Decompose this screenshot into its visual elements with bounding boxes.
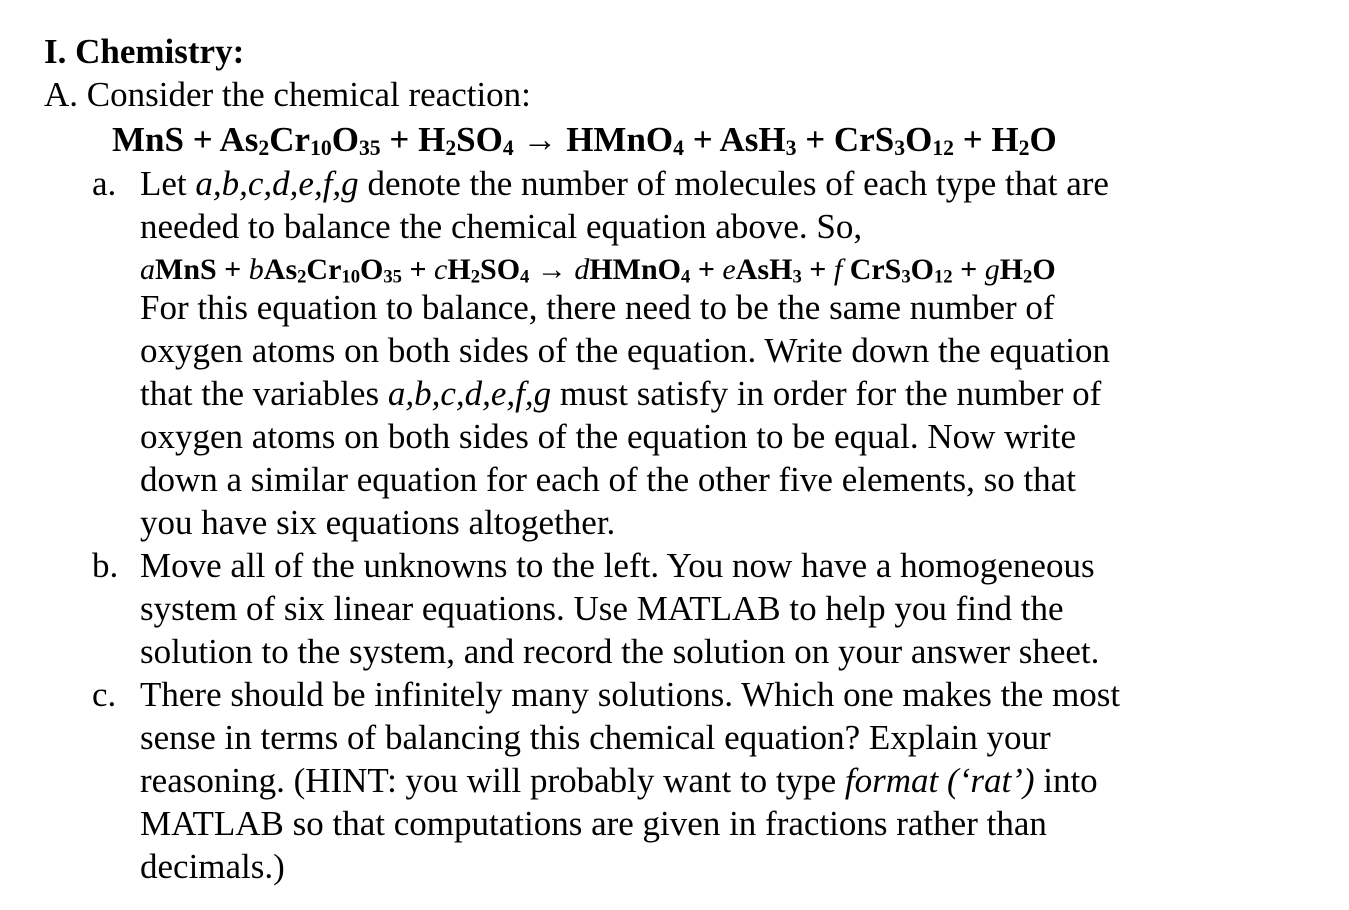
part-a-line-9: you have six equations altogether. — [140, 503, 616, 542]
section-heading: I. Chemistry: — [44, 32, 245, 71]
part-b-line-3: solution to the system, and record the solution on your answer sheet. — [140, 632, 1100, 671]
part-a-line-2: needed to balance the chemical equation above. So, — [140, 207, 863, 246]
part-c-line-5: decimals.) — [140, 847, 285, 886]
part-a-line-1: Let a,b,c,d,e,f,g denote the number of molecules of each type that are — [140, 164, 1109, 203]
part-a-line-5: oxygen atoms on both sides of the equation. Write down the equation — [140, 331, 1110, 370]
part-c-line-4: MATLAB so that computations are given in fractions rather than — [140, 804, 1047, 843]
part-a-line-6: that the variables a,b,c,d,e,f,g must satisfy in order for the number of — [140, 374, 1102, 413]
part-b-line-2: system of six linear equations. Use MATLAB to help you find the — [140, 589, 1064, 628]
part-c-line-2: sense in terms of balancing this chemical equation? Explain your — [140, 718, 1051, 757]
part-c-marker: c. — [92, 675, 117, 714]
chemical-reaction: MnS + $As_2Cr_{10}O_{35} + H_2SO_4$ → HMnO$_4$ + $AsH_3 + CrS_3O_{12} + H_2O$ — [112, 120, 1057, 160]
part-c-line-1: There should be infinitely many solutions. Which one makes the most — [140, 675, 1121, 714]
subsection-heading: A. Consider the chemical reaction: — [44, 75, 531, 114]
part-a-line-4: For this equation to balance, there need to be the same number of — [140, 288, 1055, 327]
part-a-marker: a. — [92, 164, 117, 203]
part-a-line-7: oxygen atoms on both sides of the equation to be equal. Now write — [140, 417, 1077, 456]
parameterized-equation: aMnS + $bAs_2Cr_{10}O_{35} + cH_2SO_4$ → dHMnO$_4$ + eAsH$_3$ + f $CrS_3O_{12} + gH_2O$ — [140, 253, 1056, 288]
part-a-line-8: down a similar equation for each of the other five elements, so that — [140, 460, 1076, 499]
part-b-line-1: Move all of the unknowns to the left. You now have a homogeneous — [140, 546, 1095, 585]
part-c-line-3: reasoning. (HINT: you will probably want to type format (‘rat’) into — [140, 761, 1098, 800]
part-b-marker: b. — [92, 546, 119, 585]
